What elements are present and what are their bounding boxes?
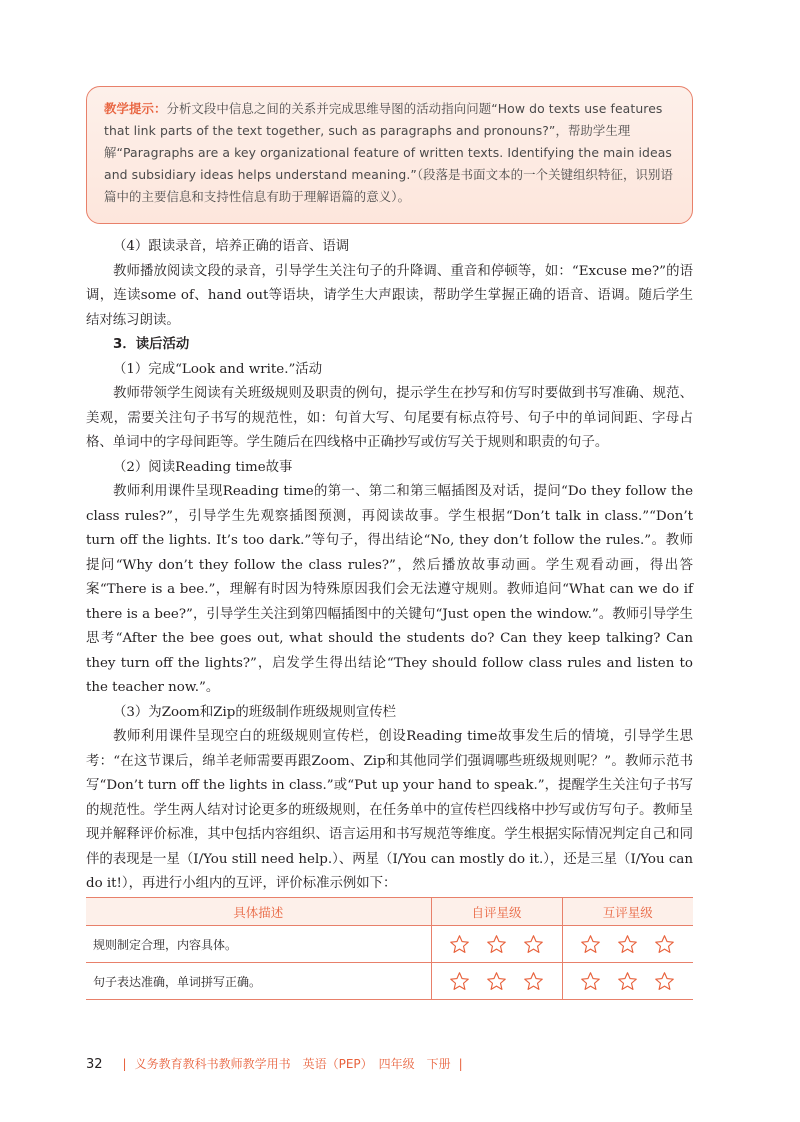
activity-1-body: 教师带领学生阅读有关班级规则及职责的例句，提示学生在抄写和仿写时要做到书写准确、规范、美观，需要关注句子书写的规范性，如：句首大写、句尾要有标点符号、句子中的单词间距、字母占格、单词中的字母间距等。学生随后在四线格中正确抄写或仿写关于规则和职责的句子。 <box>86 386 693 450</box>
star-outline-icon <box>654 971 675 992</box>
star-outline-icon <box>523 971 544 992</box>
book-title: 义务教育教科书教师教学用书 英语（PEP） 四年级 下册 <box>134 1057 451 1071</box>
self-rating-cell <box>431 926 562 963</box>
section-4-body: 教师播放阅读文段的录音，引导学生关注句子的升降调、重音和停顿等，如：“Excuse me?”的语调，连读some of、hand out等语块，请学生大声跟读，帮助学生掌握正确的语音、语调。随后学生结对练习朗读。 <box>86 263 693 328</box>
teaching-tip <box>104 98 678 208</box>
evaluation-table <box>86 897 693 1000</box>
row-description: 规则制定合理，内容具体。 <box>86 926 431 963</box>
row-description: 句子表达准确，单词拼写正确。 <box>86 963 431 1000</box>
star-outline-icon <box>486 934 507 955</box>
star-outline-icon <box>486 971 507 992</box>
table-row <box>86 963 693 1000</box>
main-content <box>86 235 693 897</box>
star-outline-icon <box>523 934 544 955</box>
header-self-rating: 自评星级 <box>431 898 562 926</box>
footer-separator: | <box>122 1057 127 1071</box>
activity-1-title: （1）完成“Look and write.”活动 <box>113 361 323 377</box>
footer-separator: | <box>458 1057 463 1071</box>
star-outline-icon <box>580 971 601 992</box>
table-row <box>86 926 693 963</box>
header-peer-rating: 互评星级 <box>562 898 693 926</box>
activity-2-title: （2）阅读Reading time故事 <box>113 459 293 475</box>
self-rating-cell <box>431 963 562 1000</box>
part-3-title: 3．读后活动 <box>113 337 190 352</box>
activity-2-body: 教师利用课件呈现Reading time的第一、第二和第三幅插图及对话，提问“Do they follow the class rules?”，引导学生先观察插图预测，再阅读故事。学生根据“Don’t talk in class.”“Don’t turn off the lights. It’s too dark.”等句子，得出结论“No, they don’t follow the rules.”。教师提问“Why don’t they follow the class rules?”，然后播放故事动画。学生观看动画，得出答案“There is a bee.”，理解有时因为特殊原因我们会无法遵守规则。教师追问“What can we do if there is a bee?”，引导学生关注到第四幅插图中的关键句“Just open the window.”。教师引导学生思考“After the bee goes out, what should the students do? Can they keep talking? Can they turn off the lights?”，启发学生得出结论“They should follow class rules and listen to the teacher now.”。 <box>86 484 693 695</box>
star-outline-icon <box>449 971 470 992</box>
star-outline-icon <box>617 971 638 992</box>
table-header-row <box>86 898 693 926</box>
activity-3-body: 教师利用课件呈现空白的班级规则宣传栏，创设Reading time故事发生后的情境，引导学生思考：“在这节课后，绵羊老师需要再跟Zoom、Zip和其他同学们强调哪些班级规则呢？”。教师示范书写“Don’t turn off the lights in class.”或“Put up your hand to speak.”，提醒学生关注句子书写的规范性。学生两人结对讨论更多的班级规则，在任务单中的宣传栏四线格中抄写或仿写句子。教师呈现并解释评价标准，其中包括内容组织、语言运用和书写规范等维度。学生根据实际情况判定自己和同伴的表现是一星（I/You still need help.）、两星（I/You can mostly do it.），还是三星（I/You can do it!），再进行小组内的互评，评价标准示例如下： <box>86 729 693 891</box>
section-4-title: （4）跟读录音，培养正确的语音、语调 <box>113 239 350 254</box>
peer-rating-cell <box>562 963 693 1000</box>
star-outline-icon <box>580 934 601 955</box>
header-description: 具体描述 <box>86 898 431 926</box>
teaching-tip-box <box>86 86 693 224</box>
star-outline-icon <box>449 934 470 955</box>
star-outline-icon <box>617 934 638 955</box>
star-outline-icon <box>654 934 675 955</box>
page-number: 32 <box>86 1057 103 1072</box>
page-footer <box>86 1055 471 1072</box>
teaching-tip-text: 分析文段中信息之间的关系并完成思维导图的活动指向问题“How do texts use features that link parts of the text together, such as paragraphs and pronouns?”，帮助学生理解“Paragraphs are a key organizational feature of written texts. Identifying the main ideas and subsidiary ideas helps understand meaning.”（段落是书面文本的一个关键组织特征，识别语篇中的主要信息和支持性信息有助于理解语篇的意义）。 <box>104 101 673 204</box>
peer-rating-cell <box>562 926 693 963</box>
teaching-tip-label: 教学提示： <box>104 101 167 116</box>
activity-3-title: （3）为Zoom和Zip的班级制作班级规则宣传栏 <box>113 704 397 720</box>
